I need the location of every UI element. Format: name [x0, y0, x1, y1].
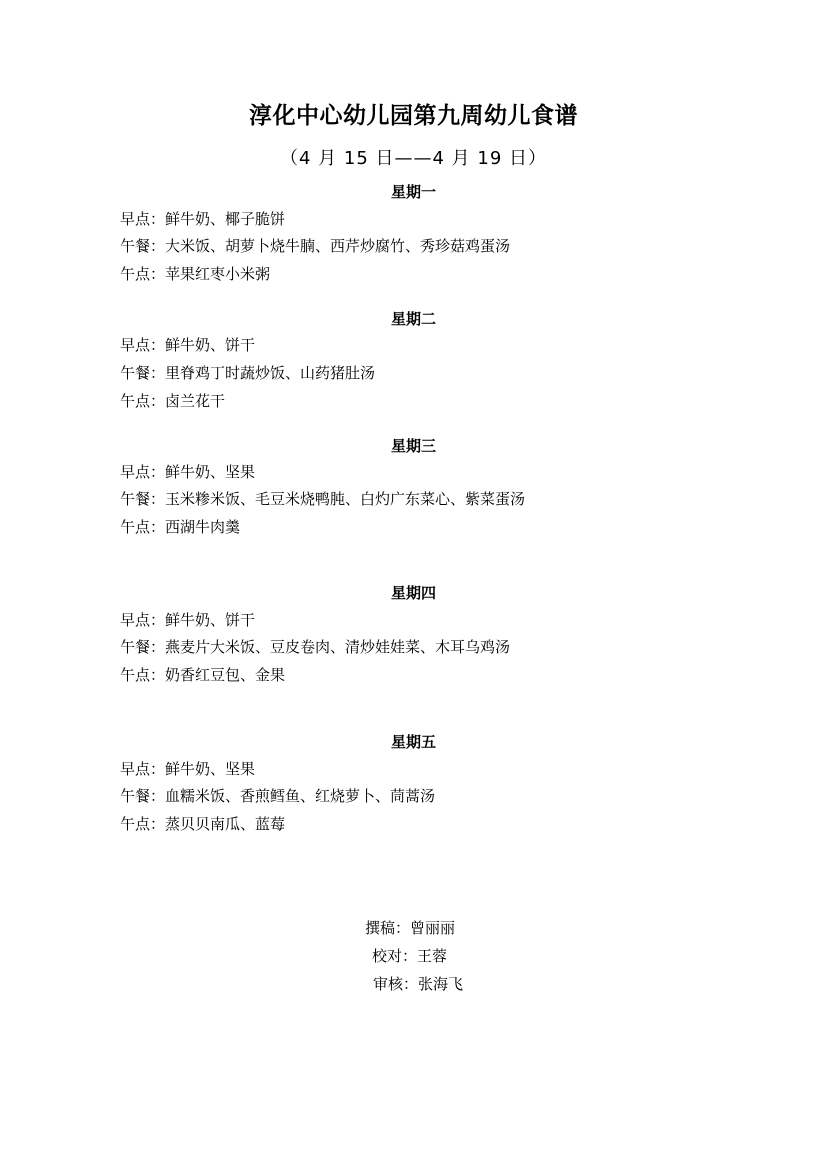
credit-author — [365, 918, 455, 938]
meal-label: 早点 — [120, 336, 151, 354]
meal-items: 血糯米饭、香煎鳕鱼、红烧萝卜、茼蒿汤 — [165, 787, 436, 805]
meal-separator: ： — [150, 815, 166, 833]
meal-lunch — [120, 489, 525, 509]
meal-label: 午餐 — [120, 237, 151, 255]
meal-label: 午餐 — [120, 638, 151, 656]
day-title: 星期五 — [390, 733, 436, 751]
meal-snack — [120, 814, 285, 834]
meal-label: 午点 — [120, 265, 151, 283]
meal-lunch — [120, 363, 375, 383]
meal-items: 苹果红枣小米粥 — [165, 265, 271, 283]
meal-separator: ： — [150, 518, 166, 536]
meal-separator: ： — [150, 336, 166, 354]
credit-name: 曾丽丽 — [410, 919, 456, 937]
credit-name: 王蓉 — [417, 947, 448, 965]
meal-breakfast — [120, 759, 255, 779]
meal-separator: ： — [150, 666, 166, 684]
meal-breakfast — [120, 462, 255, 482]
credit-label: 审核： — [373, 975, 419, 993]
day-section-friday — [0, 732, 827, 752]
meal-items: 大米饭、胡萝卜烧牛腩、西芹炒腐竹、秀珍菇鸡蛋汤 — [165, 237, 511, 255]
meal-items: 鲜牛奶、饼干 — [165, 336, 256, 354]
day-title: 星期三 — [390, 437, 436, 455]
meal-items: 里脊鸡丁时蔬炒饭、山药猪肚汤 — [165, 364, 376, 382]
meal-separator: ： — [150, 490, 166, 508]
meal-lunch — [120, 637, 510, 657]
meal-label: 午点 — [120, 666, 151, 684]
meal-items: 燕麦片大米饭、豆皮卷肉、清炒娃娃菜、木耳乌鸡汤 — [165, 638, 511, 656]
meal-items: 卤兰花干 — [165, 392, 226, 410]
meal-items: 鲜牛奶、坚果 — [165, 463, 256, 481]
credit-proofreader — [372, 946, 447, 966]
meal-label: 午餐 — [120, 364, 151, 382]
meal-items: 奶香红豆包、金果 — [165, 666, 286, 684]
meal-separator: ： — [150, 638, 166, 656]
meal-separator: ： — [150, 611, 166, 629]
meal-items: 玉米糁米饭、毛豆米烧鸭肫、白灼广东菜心、紫菜蛋汤 — [165, 490, 526, 508]
credit-label: 校对： — [372, 947, 418, 965]
date-range: （4 月 15 日——4 月 19 日） — [279, 148, 548, 169]
meal-label: 午点 — [120, 518, 151, 536]
meal-separator: ： — [150, 463, 166, 481]
day-title: 星期一 — [390, 183, 436, 201]
meal-separator: ： — [150, 364, 166, 382]
meal-snack — [120, 665, 285, 685]
meal-separator: ： — [150, 265, 166, 283]
meal-items: 鲜牛奶、饼干 — [165, 611, 256, 629]
meal-snack — [120, 264, 270, 284]
meal-label: 早点 — [120, 611, 151, 629]
meal-breakfast — [120, 610, 255, 630]
meal-separator: ： — [150, 760, 166, 778]
meal-lunch — [120, 786, 435, 806]
meal-breakfast — [120, 335, 255, 355]
meal-label: 午点 — [120, 815, 151, 833]
credit-reviewer — [373, 974, 463, 994]
meal-items: 西湖牛肉羹 — [165, 518, 241, 536]
meal-label: 早点 — [120, 463, 151, 481]
meal-snack — [120, 391, 225, 411]
meal-separator: ： — [150, 787, 166, 805]
meal-label: 早点 — [120, 760, 151, 778]
meal-label: 午点 — [120, 392, 151, 410]
day-section-tuesday — [0, 309, 827, 329]
meal-items: 鲜牛奶、椰子脆饼 — [165, 210, 286, 228]
page-title: 淳化中心幼儿园第九周幼儿食谱 — [249, 102, 578, 129]
meal-separator: ： — [150, 210, 166, 228]
day-title: 星期二 — [390, 310, 436, 328]
day-section-wednesday — [0, 436, 827, 456]
credit-name: 张海飞 — [418, 975, 464, 993]
meal-snack — [120, 517, 240, 537]
meal-label: 早点 — [120, 210, 151, 228]
meal-separator: ： — [150, 237, 166, 255]
meal-label: 午餐 — [120, 787, 151, 805]
day-title: 星期四 — [390, 584, 436, 602]
meal-items: 蒸贝贝南瓜、蓝莓 — [165, 815, 286, 833]
meal-breakfast — [120, 209, 285, 229]
day-section-monday — [0, 182, 827, 202]
meal-items: 鲜牛奶、坚果 — [165, 760, 256, 778]
credit-label: 撰稿： — [365, 919, 411, 937]
day-section-thursday — [0, 583, 827, 603]
meal-lunch — [120, 236, 510, 256]
meal-label: 午餐 — [120, 490, 151, 508]
meal-separator: ： — [150, 392, 166, 410]
